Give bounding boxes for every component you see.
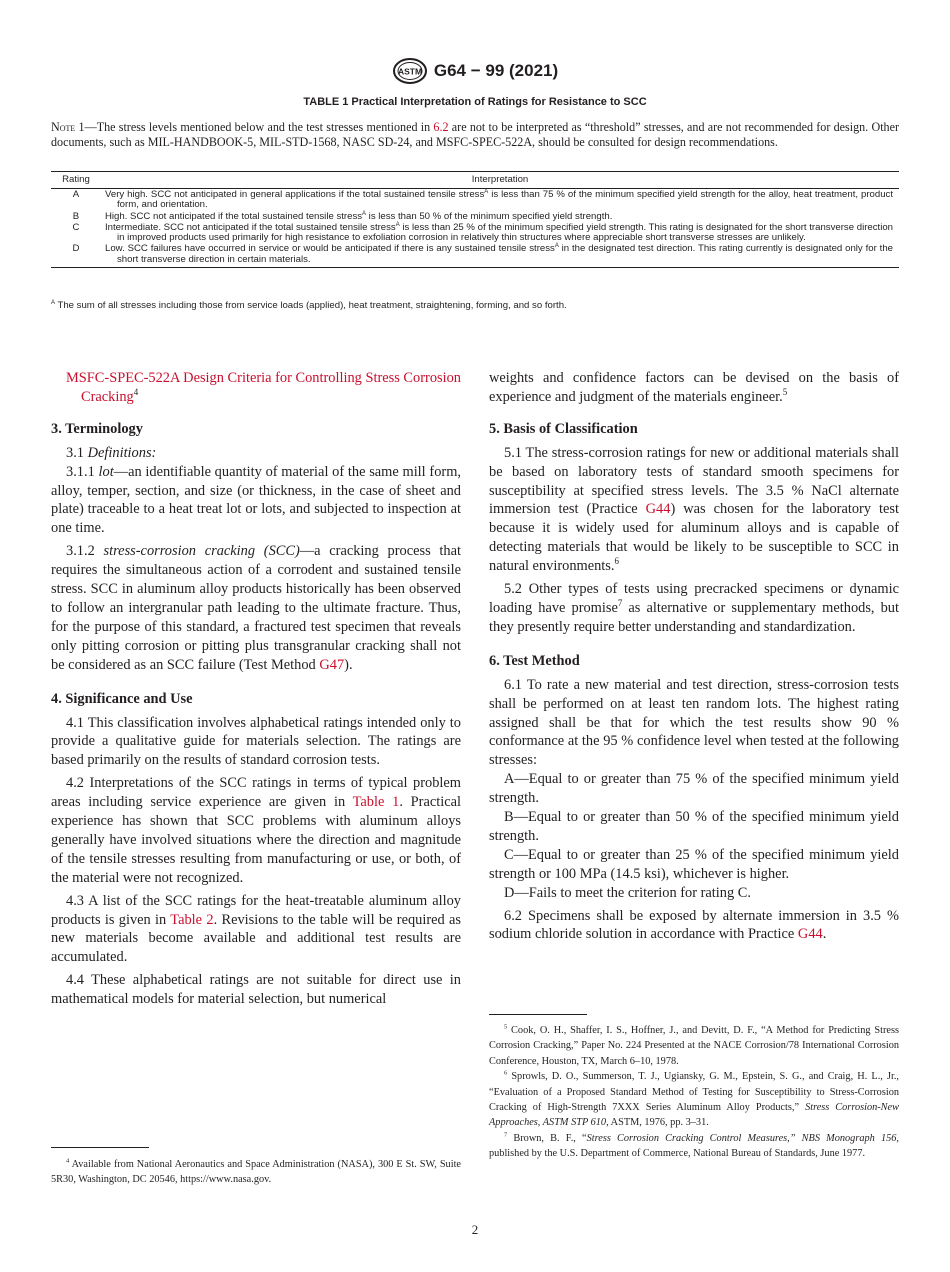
document-designation: G64 − 99 (2021) xyxy=(433,61,559,80)
para-4-3: 4.3 A list of the SCC ratings for the heat-treatable aluminum alloy products is given in Table 2. Revisions to the table will be required as new materials become available and additional test results are accumulated. xyxy=(51,892,462,966)
left-column xyxy=(51,369,461,1009)
table-row xyxy=(51,190,899,211)
table-row xyxy=(51,223,899,244)
para-3-1-2: 3.1.2 stress-corrosion cracking (SCC)—a cracking process that requires the simultaneous action of a corrodent and sustained tensile stress. SCC in aluminum alloy products historically has been observed to follow an intergranular path leading to the ultimate fracture. Thus, for the purpose of this standard, a fractured test specimen that reveals only pitting corrosion or pitting plus transgranular cracking shall not be considered as an SCC failure (Test Method G47). xyxy=(51,543,461,673)
interpretation-cell: Low. SCC failures have occurred in service or would be anticipated if there is any sustained tensile stress$^A$ in the designated test direction. This rating currently is designated only for the short transverse direction in certain materials. xyxy=(105,243,893,265)
interpretation-cell: Intermediate. SCC not anticipated if the total sustained tensile stress$^A$ is less than 25 % of the minimum specified yield strength. This rating is designated for the short transverse direction in improved products used primarily for high resistance to exfoliation corrosion in relatively thin structures where appreciable short transverse stresses are unlikely. xyxy=(105,221,893,244)
table-footnote: $^A$ The sum of all stresses including those from service loads (applied), heat treatment, straightening, forming, and so forth. xyxy=(51,299,567,311)
para-4-2: 4.2 Interpretations of the SCC ratings in terms of typical problem areas including service experience are given in Table 1. Practical experience has shown that SCC problems with aluminum alloys generally have involved situations where the direction and magnitude of the tensile stresses resulting from manufacturing or use, or both, of the material were not recognized. xyxy=(51,775,461,886)
msfc-spec-link[interactable]: MSFC-SPEC-522A xyxy=(66,370,180,386)
table-2-link[interactable]: Table 2 xyxy=(170,911,214,928)
svg-text:ASTM: ASTM xyxy=(397,66,422,77)
stress-level-b: B—Equal to or greater than 50 % of the specified minimum yield strength. xyxy=(489,809,899,844)
footnotes-right xyxy=(489,1023,899,1162)
ratings-table xyxy=(51,171,899,268)
col-header-interpretation: Interpretation xyxy=(471,173,529,185)
table-header-row xyxy=(51,172,899,189)
referenced-document: MSFC-SPEC-522A Design Criteria for Controlling Stress Corrosion Cracking$^4$ xyxy=(66,370,461,405)
section-4-heading: 4. Significance and Use xyxy=(51,690,193,707)
astm-logo xyxy=(392,58,428,84)
para-4-1: 4.1 This classification involves alphabetical ratings intended only to provide a qualitative guide for materials selection. The ratings are based primarily on the results of standard corrosion tests. xyxy=(51,714,461,769)
section-6-2-link[interactable]: 6.2 xyxy=(433,120,449,134)
page-number: 2 xyxy=(471,1222,479,1237)
footnote-4: $^4$ Available from National Aeronautics and Space Administration (NASA), 300 E St. SW, Suite 5R30, Washington, DC 20546, https://www.nasa.gov. xyxy=(51,1157,461,1186)
footnote-6: $^6$ Sprowls, D. O., Summerson, T. J., Ugiansky, G. M., Epstein, S. G., and Craig, H. L., Jr., “Evaluation of a Proposed Standard Method of Testing for Susceptibility to Stress-Corrosion Cracking of High-Strength 7XXX Series Aluminum Alloy Products,” Stress Corrosion-New Approaches, ASTM STP 610, ASTM, 1976, pp. 3–31. xyxy=(489,1069,899,1129)
g44-link[interactable]: G44 xyxy=(645,501,671,518)
para-3-1-1: 3.1.1 lot—an identifiable quantity of material of the same mill form, alloy, temper, section, and size (or thickness, in the case of sheet and plate) traceable to a heat treat lot or lots, and subjected to inspection at one time. xyxy=(51,463,461,537)
note-label: Note 1 xyxy=(51,120,85,134)
table-title: TABLE 1 Practical Interpretation of Ratings for Resistance to SCC xyxy=(303,96,647,108)
note-text-cont: are not to be interpreted as “threshold” stresses, and are not recommended for design. Other documents, such as MIL-HANDBOOK-5, MIL-STD-1568, NASC SD-24, and MSFC-SPEC-522A, should be consulted for design recommendations. xyxy=(51,120,899,149)
table-row xyxy=(51,244,899,265)
para-6-1: 6.1 To rate a new material and test direction, stress-corrosion tests shall be performed on at least ten random lots. The highest rating assigned shall be that for which the test results show 90 % conformance at the 95 % confidence level when tested at the following stresses: xyxy=(489,676,899,769)
rating-cell: B xyxy=(72,210,80,222)
g47-link[interactable]: G47 xyxy=(319,656,345,673)
interpretation-cell: High. SCC not anticipated if the total sustained tensile stress$^A$ is less than 50 % of the minimum specified yield strength. xyxy=(105,210,613,222)
table-1-link[interactable]: Table 1 xyxy=(352,794,400,811)
section-6-heading: 6. Test Method xyxy=(489,652,580,669)
table-note xyxy=(51,120,899,150)
para-5-2: 5.2 Other types of tests using precracked specimens or dynamic loading have promise$^7$ as alternative or supplementary methods, but they presently require better understanding and standardization. xyxy=(489,581,900,635)
stress-level-d: D—Fails to meet the criterion for rating C. xyxy=(504,884,751,901)
footnote-5: $^5$ Cook, O. H., Shaffer, I. S., Hoffner, J., and Devitt, D. F., “A Method for Predicting Stress Corrosion Cracking,” Paper No. 224 Presented at the NACE Corrosion/78 International Corrosion Conference, Houston, TX, March 6–10, 1978. xyxy=(489,1023,899,1067)
g44-link-2[interactable]: G44 xyxy=(797,926,823,943)
footnote-7: $^7$ Brown, B. F., “Stress Corrosion Cracking Control Measures,” NBS Monograph 156, published by the U.S. Department of Commerce, National Bureau of Standards, June 1977. xyxy=(489,1131,899,1160)
section-3-heading: 3. Terminology xyxy=(51,420,143,437)
para-4-4-cont: weights and confidence factors can be devised on the basis of experience and judgment of the materials engineer.$^5$ xyxy=(489,370,899,405)
para-6-2: 6.2 Specimens shall be exposed by alternate immersion in 3.5 % sodium chloride solution in accordance with Practice G44. xyxy=(489,907,899,943)
stress-level-c: C—Equal to or greater than 25 % of the specified minimum yield strength or 100 MPa (14.5 ksi), whichever is higher. xyxy=(489,846,899,882)
section-5-heading: 5. Basis of Classification xyxy=(489,420,638,437)
footnote-rule xyxy=(51,1147,149,1148)
rating-cell: D xyxy=(72,243,80,255)
para-4-4: 4.4 These alphabetical ratings are not suitable for direct use in mathematical models for material selection, but numerical xyxy=(51,972,461,1008)
note-text: —The stress levels mentioned below and the test stresses mentioned in xyxy=(84,120,434,134)
table-row xyxy=(51,212,899,222)
rating-cell: A xyxy=(72,189,80,200)
footnote-rule xyxy=(489,1014,587,1015)
para-5-1: 5.1 The stress-corrosion ratings for new or additional materials shall be based on laboratory tests of standard smooth specimens for susceptibility at specified stress levels. The 3.5 % NaCl alternate immersion test (Practice G44) was chosen for the laboratory test because it is widely used for aluminum alloys and is capable of detecting materials that would be likely to be susceptible to SCC in natural environments.$^6$ xyxy=(489,444,900,575)
page-header xyxy=(0,58,950,84)
interpretation-cell: Very high. SCC not anticipated in general applications if the total sustained tensile stress$^A$ is less than 75 % of the minimum specified yield strength for the alloy, heat treatment, product form, and orientation. xyxy=(105,188,893,211)
msfc-spec-title-link[interactable]: Design Criteria for Controlling Stress Corrosion Cracking xyxy=(81,370,461,405)
para-3-1: 3.1 Definitions: xyxy=(66,444,157,461)
col-header-rating: Rating xyxy=(62,173,90,185)
stress-level-a: A—Equal to or greater than 75 % of the specified minimum yield strength. xyxy=(489,771,899,807)
rating-cell: C xyxy=(72,221,80,233)
right-column xyxy=(489,369,899,944)
